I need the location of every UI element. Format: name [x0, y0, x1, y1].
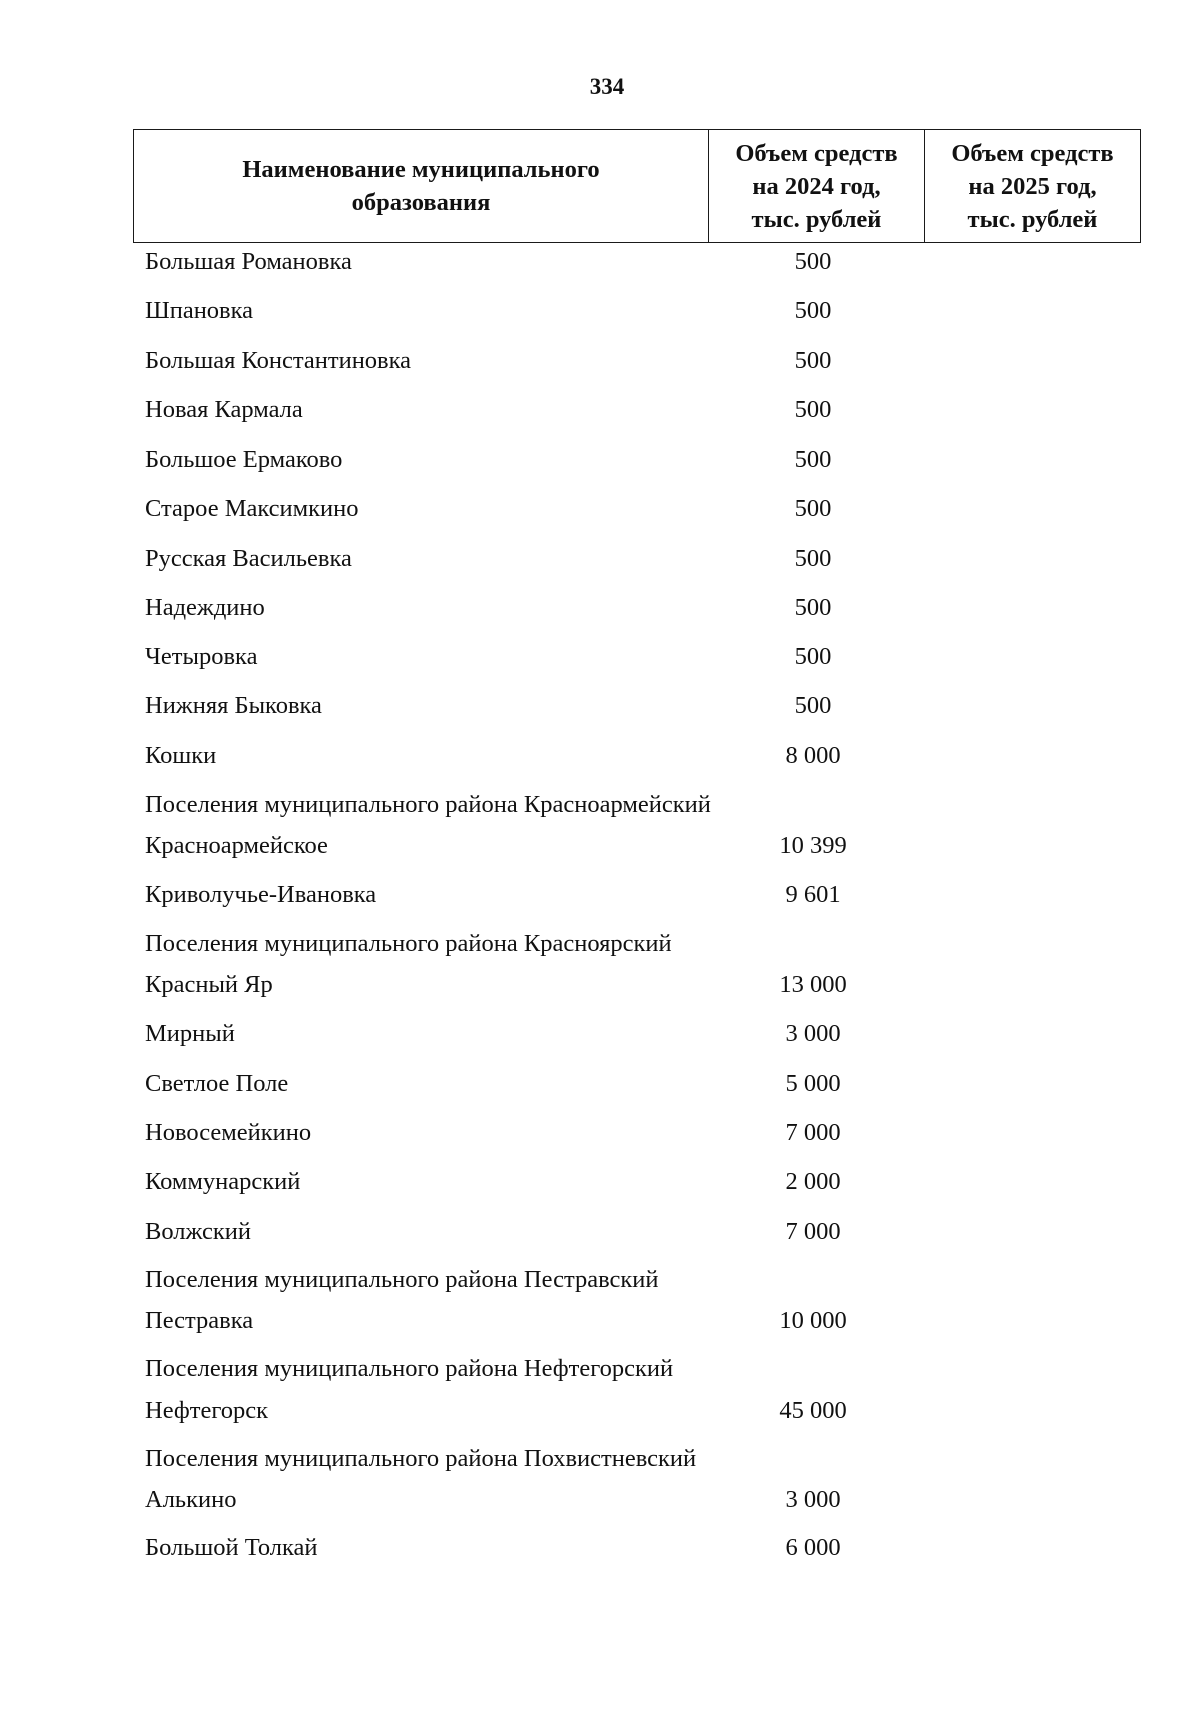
table-row	[0, 828, 1200, 864]
municipality-name: Красноармейское	[145, 832, 328, 859]
district-name: Поселения муниципального района Красноармейский	[145, 791, 711, 818]
table-row	[0, 1393, 1200, 1429]
amount-2024: 10 399	[779, 832, 847, 859]
table-row	[0, 293, 1200, 329]
table-row	[0, 1214, 1200, 1250]
municipality-name: Нижняя Быковка	[145, 692, 322, 719]
amount-2024: 500	[794, 594, 832, 621]
header-2025-label: Объем средств на 2025 год, тыс. рублей	[951, 139, 1114, 233]
amount-2024: 6 000	[785, 1534, 841, 1561]
table-row	[0, 1066, 1200, 1102]
amount-2024: 8 000	[785, 742, 841, 769]
district-name: Поселения муниципального района Пестравский	[145, 1266, 659, 1293]
district-name: Поселения муниципального района Красноярский	[145, 930, 672, 957]
table-row	[0, 1482, 1200, 1518]
district-group-heading	[0, 926, 1200, 962]
district-group-heading	[0, 1262, 1200, 1298]
municipality-name: Красный Яр	[145, 971, 273, 998]
table-row	[0, 541, 1200, 577]
amount-2024: 45 000	[779, 1397, 847, 1424]
amount-2024: 13 000	[779, 971, 847, 998]
table-row	[0, 639, 1200, 675]
district-group-heading	[0, 1441, 1200, 1477]
amount-2024: 5 000	[785, 1070, 841, 1097]
municipality-name: Волжский	[145, 1218, 251, 1245]
amount-2024: 500	[794, 545, 832, 572]
amount-2024: 500	[794, 495, 832, 522]
table-row	[0, 1115, 1200, 1151]
municipality-name: Большое Ермаково	[145, 446, 343, 473]
municipality-name: Русская Васильевка	[145, 545, 352, 572]
table-row	[0, 877, 1200, 913]
table-row	[0, 491, 1200, 527]
table-row	[0, 738, 1200, 774]
table-row	[0, 688, 1200, 724]
table-row	[0, 244, 1200, 280]
municipality-name: Кошки	[145, 742, 217, 769]
amount-2024: 500	[794, 643, 832, 670]
district-group-heading	[0, 1351, 1200, 1387]
table-row	[0, 1164, 1200, 1200]
table-row	[0, 1530, 1200, 1566]
municipality-name: Нефтегорск	[145, 1397, 269, 1424]
municipality-name: Новая Кармала	[145, 396, 303, 423]
amount-2024: 500	[794, 396, 832, 423]
amount-2024: 9 601	[785, 881, 841, 908]
municipality-name: Светлое Поле	[145, 1070, 289, 1097]
amount-2024: 3 000	[785, 1486, 841, 1513]
municipality-name: Коммунарский	[145, 1168, 301, 1195]
municipality-name: Большая Романовка	[145, 248, 352, 275]
header-name-label: Наименование муниципального образования	[242, 156, 600, 216]
amount-2024: 3 000	[785, 1020, 841, 1047]
page-number: 334	[589, 74, 625, 99]
municipality-name: Криволучье-Ивановка	[145, 881, 377, 908]
municipality-name: Шпановка	[145, 297, 254, 324]
table-row	[0, 590, 1200, 626]
municipality-name: Алькино	[145, 1486, 237, 1513]
amount-2024: 7 000	[785, 1119, 841, 1146]
table-row	[0, 1016, 1200, 1052]
district-name: Поселения муниципального района Нефтегорский	[145, 1355, 674, 1382]
table-row	[0, 442, 1200, 478]
municipality-name: Новосемейкино	[145, 1119, 312, 1146]
municipality-name: Мирный	[145, 1020, 235, 1047]
amount-2024: 500	[794, 446, 832, 473]
municipality-name: Большая Константиновка	[145, 347, 412, 374]
amount-2024: 7 000	[785, 1218, 841, 1245]
table-row	[0, 1303, 1200, 1339]
table-row	[0, 343, 1200, 379]
amount-2024: 10 000	[779, 1307, 847, 1334]
district-name: Поселения муниципального района Похвистневский	[145, 1445, 697, 1472]
municipality-name: Старое Максимкино	[145, 495, 359, 522]
municipality-name: Надеждино	[145, 594, 265, 621]
amount-2024: 2 000	[785, 1168, 841, 1195]
table-row	[0, 967, 1200, 1003]
district-group-heading	[0, 787, 1200, 823]
municipality-name: Четыровка	[145, 643, 258, 670]
amount-2024: 500	[794, 297, 832, 324]
municipality-name: Большой Толкай	[145, 1534, 318, 1561]
amount-2024: 500	[794, 347, 832, 374]
header-2024-label: Объем средств на 2024 год, тыс. рублей	[735, 139, 898, 233]
municipality-name: Пестравка	[145, 1307, 254, 1334]
table-row	[0, 392, 1200, 428]
amount-2024: 500	[794, 248, 832, 275]
amount-2024: 500	[794, 692, 832, 719]
